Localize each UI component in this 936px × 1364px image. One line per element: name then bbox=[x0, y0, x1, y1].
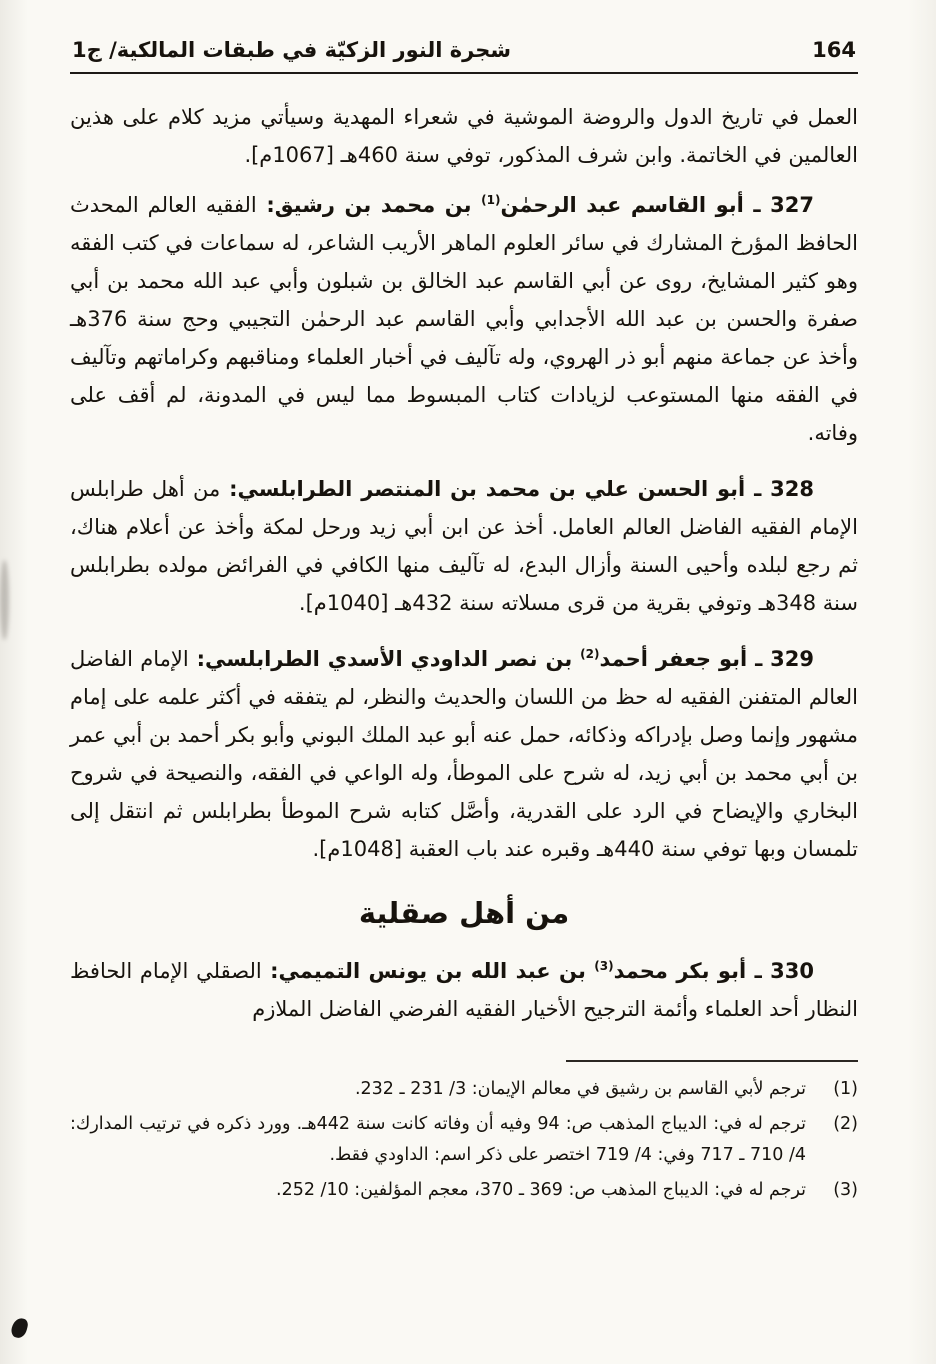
intro-paragraph: العمل في تاريخ الدول والروضة الموشية في شعراء المهدية وسيأتي مزيد كلام على هذين العالمين في الخاتمة. وابن شرف المذكور، توفي سنة 460هـ [1067م]. bbox=[70, 105, 858, 167]
footnote-3-number: (3) bbox=[833, 1180, 858, 1200]
entry-328-body: من أهل طرابلس الإمام الفقيه الفاضل العالم العامل. أخذ عن ابن أبي زيد ورحل لمكة وأخذ عن أعلام هناك، ثم رجع لبلده وأحيى السنة وأزال البدع، له تآليف منها الكافي في الفرائض مولده بطرابلس سنة 348هـ وتوفي بقرية من قرى مسلاته سنة 432هـ [1040م]. bbox=[70, 477, 858, 615]
entry-330-body: الصقلي الإمام الحافظ النظار أحد العلماء وأئمة الترجيح الأخيار الفقيه الفرضي الفاضل الملازم bbox=[70, 959, 858, 1021]
page-number: 164 bbox=[812, 38, 856, 62]
footnote-separator-rule bbox=[566, 1060, 858, 1062]
section-heading: من أهل صقلية bbox=[358, 896, 570, 930]
entry-327-body: الفقيه العالم المحدث الحافظ المؤرخ المشارك في سائر العلوم الماهر الأريب الشاعر، له سماعات في كتب الفقه وهو كثير المشايخ، روى عن أبي القاسم عبد الخالق بن شبلون وأبي عبد الله محمد بن أبي صفرة والحسن بن عبد الله الأجدابي وأبي القاسم عبد الرحمٰن التجيبي وحج سنة 376هـ وأخذ عن جماعة منهم أبو ذر الهروي، وله تآليف في أخبار العلماء ومناقبهم وكراماتهم وتآليف في الفقه منها المستوعب لزيادات كتاب المبسوط مما ليس في المدونة، لم أقف على وفاته. bbox=[70, 193, 858, 445]
footnote-2-text: ترجم له في: الديباج المذهب ص: 94 وفيه أن وفاته كانت سنة 442هـ. وورد ذكره في ترتيب المدارك: 4/ 710 ـ 717 وفي: 4/ 719 اختصر على ذكر اسم: الداودي فقط. bbox=[70, 1114, 806, 1165]
entry-330-heading: 330 ـ أبو بكر محمد bbox=[613, 959, 814, 983]
entry-327-heading-rest: بن محمد بن رشيق: bbox=[256, 193, 482, 217]
entry-329-body: الإمام الفاضل العالم المتفنن الفقيه له حظ من اللسان والحديث والنظر، لم يتفقه في أكثر علمه على إمام مشهور وإنما وصل بإدراكه وذكائه، حمل عنه أبو عبد الملك البوني وأبو بكر أحمد بن أبي عمر بن أبي محمد بن أبي زيد، له شرح على الموطأ، وله الواعي في الفقه، والنصيحة في شروح البخاري والإيضاح في الرد على القدرية، وأصَّل كتابه شرح الموطأ بطرابلس ثم انتقل إلى تلمسان وبها توفي سنة 440هـ وقبره عند باب العقبة [1048م]. bbox=[70, 647, 858, 861]
footnote-1 bbox=[70, 1074, 858, 1105]
footnotes-section bbox=[70, 1060, 858, 1206]
entry-328-heading: 328 ـ أبو الحسن علي بن محمد بن المنتصر الطرابلسي: bbox=[220, 477, 815, 501]
page-header bbox=[70, 38, 858, 72]
scan-edge-smudge bbox=[0, 560, 9, 640]
entry-329 bbox=[70, 640, 858, 868]
entry-328 bbox=[70, 470, 858, 622]
entry-329-heading: 329 ـ أبو جعفر أحمد bbox=[599, 647, 815, 671]
footnote-3 bbox=[70, 1175, 858, 1206]
book-title: شجرة النور الزكيّة في طبقات المالكية/ ج1 bbox=[72, 38, 512, 62]
header-rule bbox=[70, 72, 858, 74]
entry-329-heading-rest: بن نصر الداودي الأسدي الطرابلسي: bbox=[188, 647, 581, 671]
footnote-1-number: (1) bbox=[833, 1079, 858, 1099]
footnote-2 bbox=[70, 1109, 858, 1171]
footnote-1-text: ترجم لأبي القاسم بن رشيق في معالم الإيمان: 3/ 231 ـ 232. bbox=[354, 1079, 806, 1099]
footnote-marker-1: (1) bbox=[481, 193, 501, 207]
footnote-3-text: ترجم له في: الديباج المذهب ص: 369 ـ 370، معجم المؤلفين: 10/ 252. bbox=[275, 1180, 806, 1200]
footnote-marker-2: (2) bbox=[580, 647, 600, 661]
footnote-marker-3: (3) bbox=[594, 959, 614, 973]
page-body bbox=[70, 98, 858, 1028]
entry-330-heading-rest: بن عبد الله بن يونس التميمي: bbox=[261, 959, 595, 983]
entry-327 bbox=[70, 186, 858, 452]
scan-ink-blot bbox=[10, 1316, 29, 1339]
entry-330 bbox=[70, 952, 858, 1028]
footnote-2-number: (2) bbox=[833, 1114, 858, 1134]
entry-327-heading: 327 ـ أبو القاسم عبد الرحمٰن bbox=[500, 193, 814, 217]
